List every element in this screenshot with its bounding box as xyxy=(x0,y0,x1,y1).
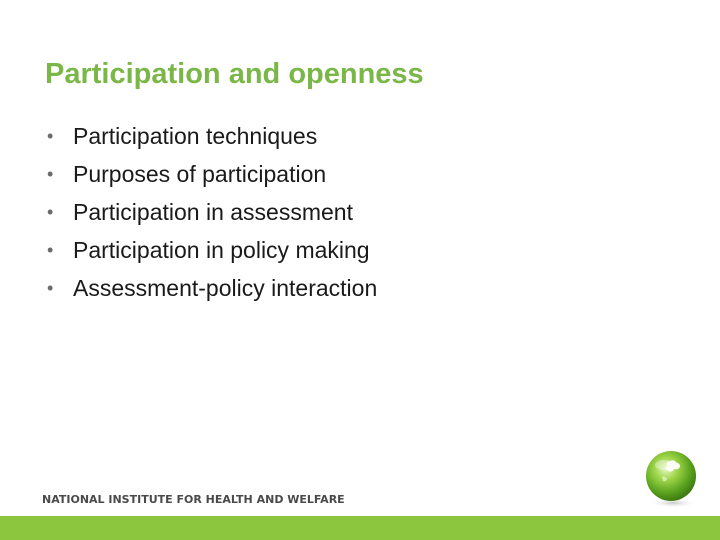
bullet-item xyxy=(47,193,377,231)
bullet-dot: • xyxy=(47,163,54,184)
bullet-item xyxy=(47,269,377,307)
footer-bar xyxy=(0,516,720,540)
bullet-dot: • xyxy=(47,201,54,222)
bullet-dot: • xyxy=(47,277,54,298)
bullet-text: Purposes of participation xyxy=(73,160,327,187)
footer-organization-name: NATIONAL INSTITUTE FOR HEALTH AND WELFARE xyxy=(42,493,345,506)
green-globe-icon xyxy=(640,447,702,509)
bullet-dot: • xyxy=(47,125,54,146)
bullet-list xyxy=(47,117,377,307)
bullet-item xyxy=(47,117,377,155)
slide-title: Participation and openness xyxy=(45,58,424,90)
bullet-item xyxy=(47,155,377,193)
bullet-text: Participation in policy making xyxy=(73,236,370,263)
bullet-dot: • xyxy=(47,239,54,260)
bullet-text: Participation techniques xyxy=(73,122,318,149)
bullet-item xyxy=(47,231,377,269)
bullet-text: Participation in assessment xyxy=(73,198,353,225)
bullet-text: Assessment-policy interaction xyxy=(73,274,378,301)
